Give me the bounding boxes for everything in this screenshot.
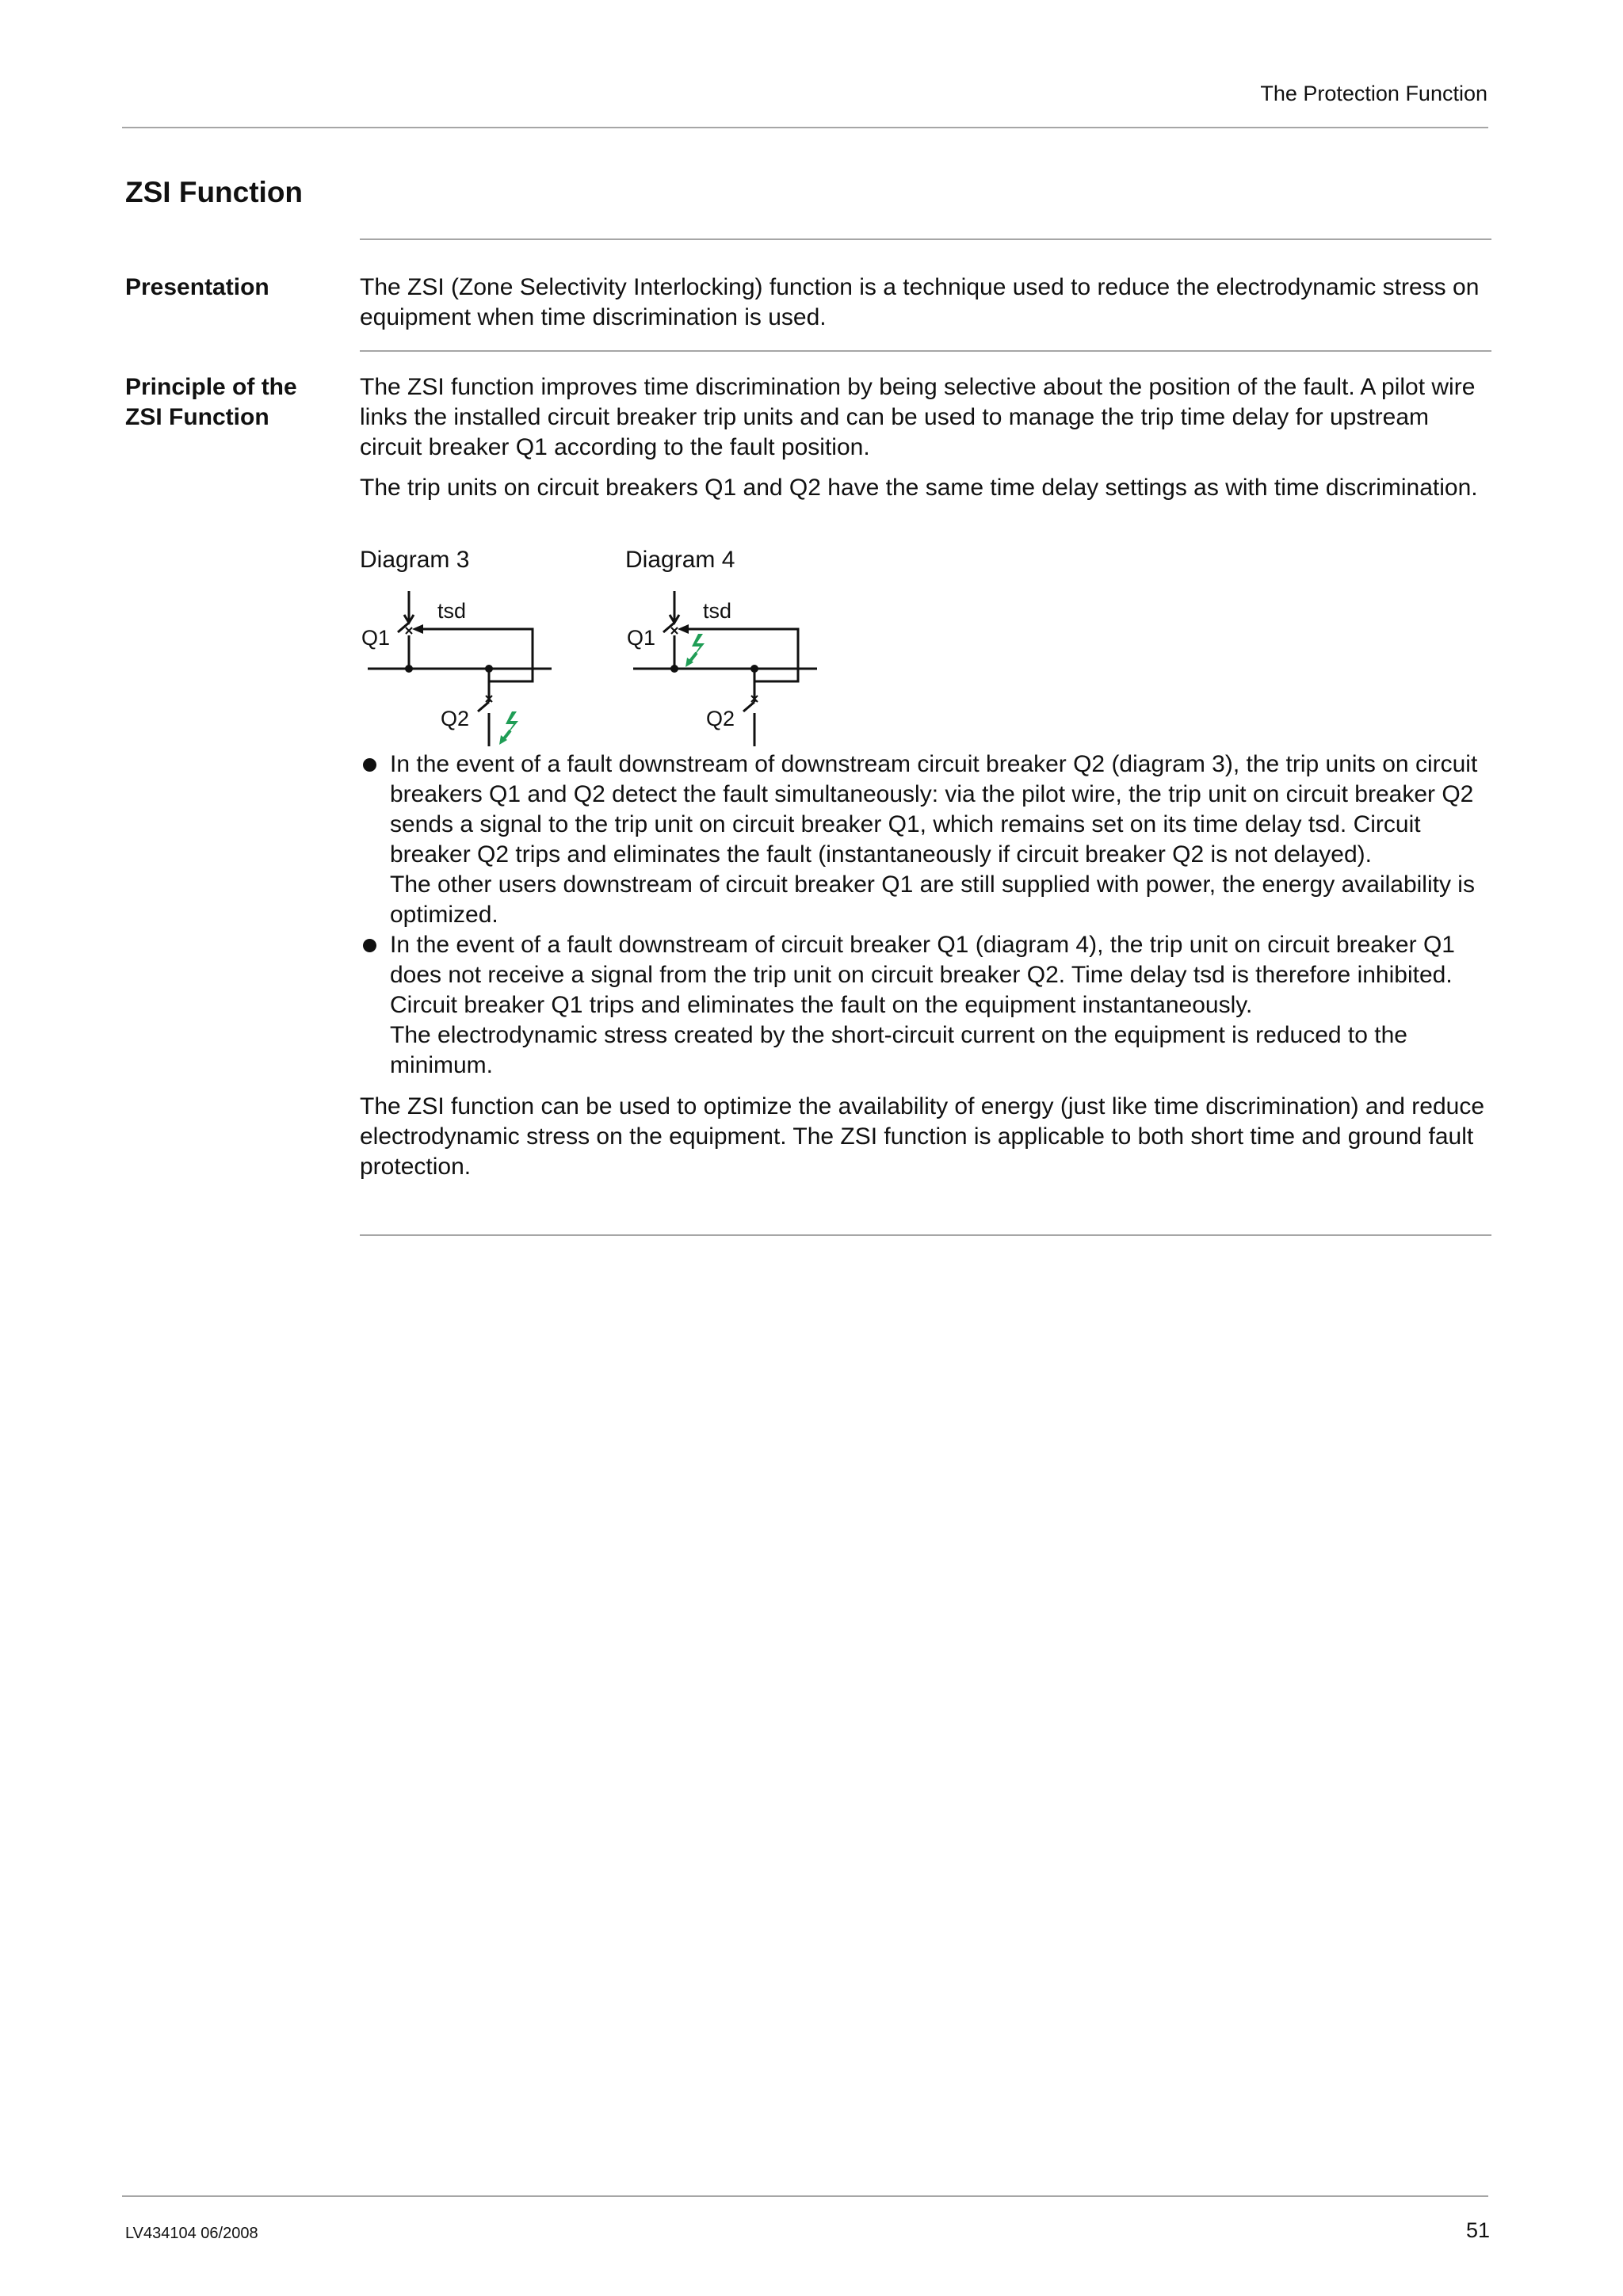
fault-lightning-icon	[499, 711, 518, 745]
presentation-paragraph: The ZSI (Zone Selectivity Interlocking) function is a technique used to reduce the electrodynamic stress on equipment when time discrimination is used.	[360, 274, 1480, 330]
diagram-4-q1-label: Q1	[627, 626, 656, 650]
diagram-4-caption: Diagram 4	[625, 547, 735, 573]
principle-divider	[360, 350, 1491, 352]
diagram-3	[357, 585, 563, 751]
footer-divider	[122, 2195, 1488, 2197]
diagram-4-q2-label: Q2	[706, 707, 735, 730]
presentation-divider	[360, 238, 1491, 240]
bullet-1-note: The other users downstream of circuit breaker Q1 are still supplied with power, the energy availability is optimized.	[390, 871, 1475, 928]
list-item	[360, 749, 1493, 930]
principle-label	[125, 372, 331, 433]
diagram-3-tsd-label: tsd	[437, 599, 467, 623]
principle-paragraph-2: The trip units on circuit breakers Q1 and Q2 have the same time delay settings as with time discrimination.	[360, 475, 1478, 501]
section-end-divider	[360, 1234, 1491, 1236]
diagram-4	[622, 585, 828, 751]
principle-paragraph-3: The ZSI function can be used to optimize the availability of energy (just like time discrimination) and reduce electrodynamic stress on the equipment. The ZSI function is applicable to both short time and ground fault protection.	[360, 1093, 1485, 1180]
running-header: The Protection Function	[1260, 82, 1487, 105]
document-reference: LV434104 06/2008	[125, 2225, 258, 2242]
list-item	[360, 930, 1493, 1081]
presentation-text	[360, 273, 1493, 343]
bullet-list	[360, 749, 1493, 1081]
bullet-1-text: In the event of a fault downstream of downstream circuit breaker Q2 (diagram 3), the trip units on circuit breakers Q1 and Q2 detect the fault simultaneously: via the pilot wire, the trip unit on circuit breaker Q2 sends a signal to the trip unit on circuit breaker Q1, which remains set on its time delay tsd. Circuit breaker Q2 trips and eliminates the fault (instantaneously if circuit breaker Q2 is not delayed).	[390, 751, 1478, 868]
principle-paragraph-1: The ZSI function improves time discrimination by being selective about the position of the fault. A pilot wire links the installed circuit breaker trip units and can be used to manage the trip time delay for upstream circuit breaker Q1 according to the fault position.	[360, 374, 1476, 460]
section-title: ZSI Function	[125, 176, 304, 208]
page-number: 51	[1465, 2218, 1490, 2242]
bullet-2-note: The electrodynamic stress created by the short-circuit current on the equipment is reduced to the minimum.	[390, 1022, 1407, 1078]
principle-label-line1: Principle of the	[125, 374, 297, 400]
principle-intro	[360, 372, 1493, 513]
bullet-icon	[363, 758, 376, 772]
diagram-4-tsd-label: tsd	[703, 599, 732, 623]
bullet-2-text: In the event of a fault downstream of circuit breaker Q1 (diagram 4), the trip unit on circuit breaker Q1 does not receive a signal from the trip unit on circuit breaker Q2. Time delay tsd is therefore inhibited. Circuit breaker Q1 trips and eliminates the fault on the equipment instantaneously.	[390, 932, 1455, 1018]
fault-lightning-icon	[685, 634, 705, 667]
presentation-label: Presentation	[125, 274, 269, 300]
principle-label-line2: ZSI Function	[125, 404, 269, 430]
diagram-3-q1-label: Q1	[361, 626, 391, 650]
principle-details	[360, 749, 1493, 1192]
diagram-3-q2-label: Q2	[441, 707, 470, 730]
header-divider	[122, 127, 1488, 128]
diagram-3-caption: Diagram 3	[360, 547, 470, 573]
bullet-icon	[363, 939, 376, 952]
